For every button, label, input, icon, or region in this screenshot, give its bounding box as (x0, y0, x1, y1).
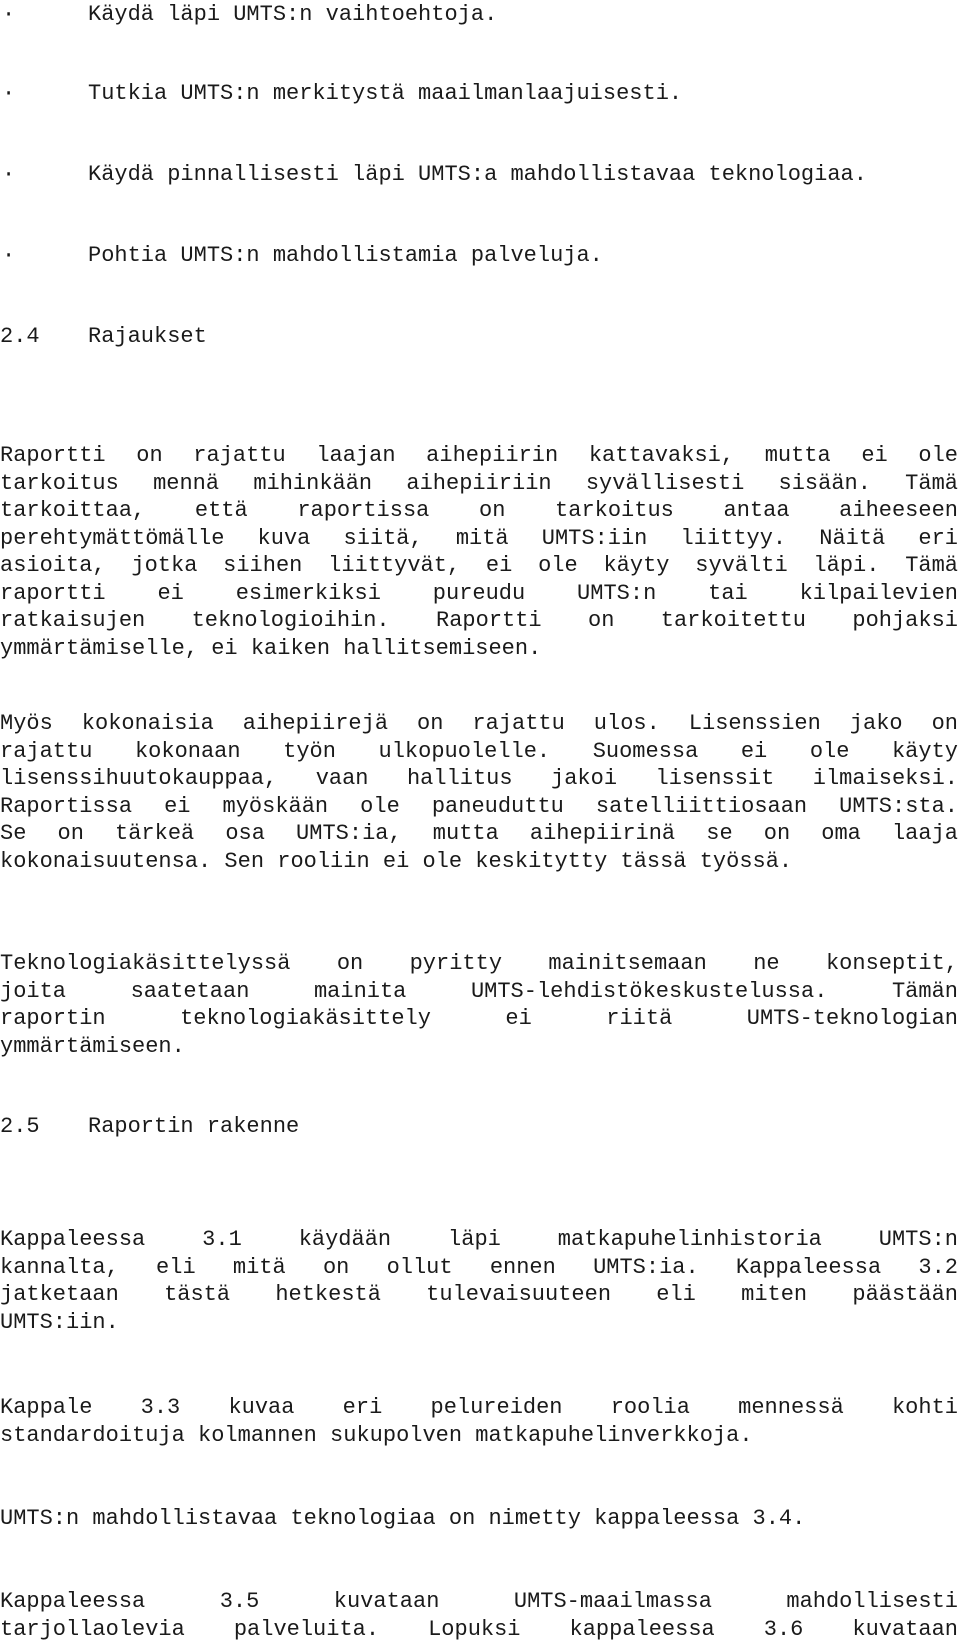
bullet-text: Pohtia UMTS:n mahdollistamia palveluja. (88, 241, 603, 271)
text-line: perehtymättömälle kuva siitä, mitä UMTS:iin liittyy. Näitä eri (0, 525, 958, 553)
text-line: UMTS:iin. (0, 1309, 958, 1337)
section-number: 2.4 (0, 322, 40, 352)
text-line: jatketaan tästä hetkestä tulevaisuuteen eli miten päästään (0, 1281, 958, 1309)
paragraph-technology (0, 950, 958, 1060)
text-line: kokonaisuutensa. Sen rooliin ei ole keskitytty tässä työssä. (0, 848, 958, 876)
bullet-text: Käydä läpi UMTS:n vaihtoehtoja. (88, 0, 497, 30)
text-line: lisenssihuutokauppaa, vaan hallitus jakoi lisenssit ilmaiseksi. (0, 765, 958, 793)
paragraph-structure-3-3 (0, 1394, 958, 1449)
paragraph-scope-intro (0, 442, 958, 662)
text-line: standardoituja kolmannen sukupolven matkapuhelinverkkoja. (0, 1422, 958, 1450)
paragraph-structure-3-1 (0, 1226, 958, 1336)
text-line: Kappaleessa 3.5 kuvataan UMTS-maailmassa mahdollisesti (0, 1588, 958, 1616)
bullet-item (0, 160, 53, 190)
bullet-dot: · (2, 0, 15, 30)
text-line: ymmärtämiseen. (0, 1033, 958, 1061)
section-number: 2.5 (0, 1112, 40, 1142)
bullet-item (0, 241, 53, 271)
text-line: Teknologiakäsittelyssä on pyritty mainitsemaan ne konseptit, (0, 950, 958, 978)
text-line: kannalta, eli mitä on ollut ennen UMTS:ia. Kappaleessa 3.2 (0, 1254, 958, 1282)
text-line: Kappaleessa 3.1 käydään läpi matkapuhelinhistoria UMTS:n (0, 1226, 958, 1254)
text-line: Myös kokonaisia aihepiirejä on rajattu ulos. Lisenssien jako on (0, 710, 958, 738)
text-line: tarkoitus mennä mihinkään aihepiiriin syvällisesti sisään. Tämä (0, 470, 958, 498)
text-line: raportti ei esimerkiksi pureudu UMTS:n tai kilpailevien (0, 580, 958, 608)
bullet-text: Tutkia UMTS:n merkitystä maailmanlaajuisesti. (88, 79, 682, 109)
text-line: raportin teknologiakäsittely ei riitä UMTS-teknologian (0, 1005, 958, 1033)
text-line: tarkoittaa, että raportissa on tarkoitus antaa aiheeseen (0, 497, 958, 525)
paragraph-structure-3-5 (0, 1588, 958, 1643)
bullet-dot: · (2, 241, 15, 271)
bullet-text: Käydä pinnallisesti läpi UMTS:a mahdollistavaa teknologiaa. (88, 160, 867, 190)
text-line: asioita, jotka siihen liittyvät, ei ole käyty syvälti läpi. Tämä (0, 552, 958, 580)
paragraph-structure-3-4 (0, 1505, 958, 1533)
text-line: UMTS:n mahdollistavaa teknologiaa on nimetty kappaleessa 3.4. (0, 1505, 958, 1533)
text-line: Raportti on rajattu laajan aihepiirin kattavaksi, mutta ei ole (0, 442, 958, 470)
text-line: Se on tärkeä osa UMTS:ia, mutta aihepiirinä se on oma laaja (0, 820, 958, 848)
text-line: rajattu kokonaan työn ulkopuolelle. Suomessa ei ole käyty (0, 738, 958, 766)
text-line: Kappale 3.3 kuvaa eri pelureiden roolia mennessä kohti (0, 1394, 958, 1422)
paragraph-excluded-topics (0, 710, 958, 875)
text-line: tarjollaolevia palveluita. Lopuksi kappaleessa 3.6 kuvataan (0, 1616, 958, 1643)
section-title: Raportin rakenne (88, 1112, 299, 1142)
text-line: joita saatetaan mainita UMTS-lehdistökeskustelussa. Tämän (0, 978, 958, 1006)
text-line: Raportissa ei myöskään ole paneuduttu satelliittiosaan UMTS:sta. (0, 793, 958, 821)
bullet-dot: · (2, 160, 15, 190)
text-line: ymmärtämiselle, ei kaiken hallitsemiseen. (0, 635, 958, 663)
bullet-item (0, 0, 53, 30)
bullet-dot: · (2, 79, 15, 109)
section-title: Rajaukset (88, 322, 207, 352)
text-line: ratkaisujen teknologioihin. Raportti on tarkoitettu pohjaksi (0, 607, 958, 635)
bullet-item (0, 79, 53, 109)
